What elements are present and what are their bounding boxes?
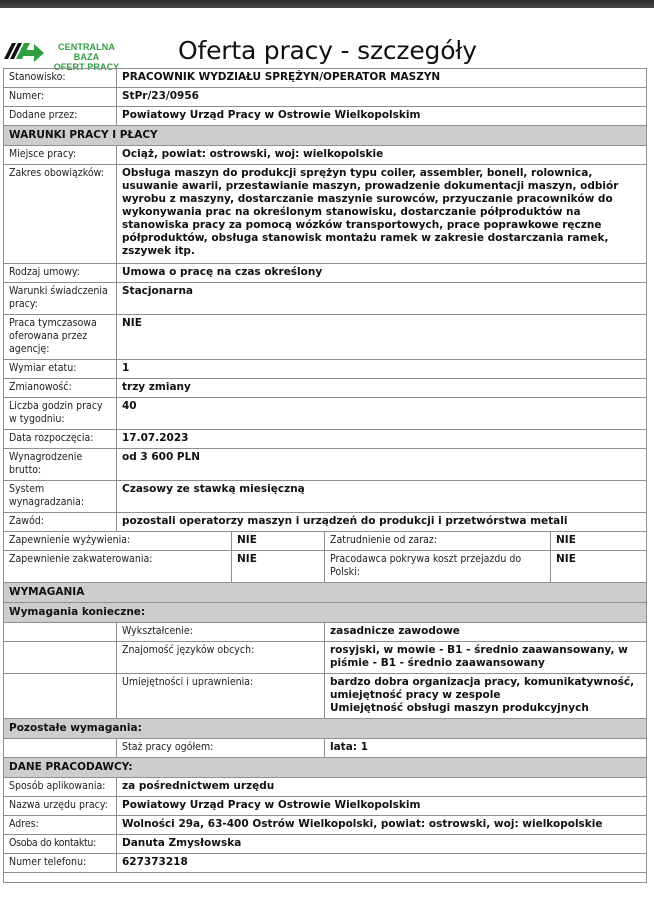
value [325, 674, 647, 719]
value: rosyjski, w mowie - B1 - średnio zaawansowany, w piśmie - B1 - średnio zaawansowany [325, 642, 647, 674]
label: Pracodawca pokrywa koszt przejazdu do Polski: [325, 551, 551, 583]
value: Danuta Zmysłowska [117, 835, 647, 854]
label: Adres: [4, 816, 117, 835]
value: 17.07.2023 [117, 430, 647, 449]
page-header [0, 36, 654, 72]
section-heading: DANE PRACODAWCY: [4, 758, 647, 778]
row-numer-telefonu [4, 854, 647, 873]
value-position: PRACOWNIK WYDZIAŁU SPRĘŻYN/OPERATOR MASZYN [117, 69, 647, 88]
label: Wymiar etatu: [4, 360, 117, 379]
row-zawod [4, 513, 647, 532]
value-offer-number: StPr/23/0956 [117, 88, 647, 107]
value: za pośrednictwem urzędu [117, 778, 647, 797]
label: Numer telefonu: [4, 854, 117, 873]
value: NIE [551, 551, 647, 583]
label: Stanowisko: [4, 69, 117, 88]
label: Staż pracy ogółem: [117, 739, 325, 758]
row-jezyki [4, 642, 647, 674]
value: Wolności 29a, 63-400 Ostrów Wielkopolski, powiat: ostrowski, woj: wielkopolskie [117, 816, 647, 835]
label: Sposób aplikowania: [4, 778, 117, 797]
row-staz-pracy [4, 739, 647, 758]
value: NIE [232, 551, 325, 583]
value-phone: 627373218 [117, 854, 647, 873]
subsection-heading: Wymagania konieczne: [4, 603, 647, 623]
row-sposob-aplikowania [4, 778, 647, 797]
row-numer [4, 88, 647, 107]
label: Zatrudnienie od zaraz: [325, 532, 551, 551]
row-system-wynagradzania [4, 481, 647, 513]
label: Data rozpoczęcia: [4, 430, 117, 449]
label: Praca tymczasowa oferowana przez agencję: [4, 315, 117, 360]
value: Umowa o pracę na czas określony [117, 264, 647, 283]
row-umiejetnosci [4, 674, 647, 719]
row-zmianowosc [4, 379, 647, 398]
row-warunki-swiadczenia [4, 283, 647, 315]
value: Czasowy ze stawką miesięczną [117, 481, 647, 513]
section-heading: WARUNKI PRACY I PŁACY [4, 126, 647, 146]
section-heading: WYMAGANIA [4, 583, 647, 603]
section-dane-pracodawcy [4, 758, 647, 778]
label: Zapewnienie wyżywienia: [4, 532, 232, 551]
value-line: bardzo dobra organizacja pracy, komunikatywność, umiejętność pracy w zespole [330, 676, 635, 701]
offer-details-table [3, 68, 647, 883]
row-wymiar-etatu [4, 360, 647, 379]
section-warunki [4, 126, 647, 146]
value: trzy zmiany [117, 379, 647, 398]
label: Zawód: [4, 513, 117, 532]
row-liczba-godzin [4, 398, 647, 430]
logo-line-1: CENTRALNA BAZA [58, 42, 115, 62]
value: Obsługa maszyn do produkcji sprężyn typu coiler, assembler, bonell, rolownica, usuwanie awarii, przestawianie maszyn, prowadzenie dokumentacji maszyn, odbiór wyrobu z maszyny, dostarczanie maszynie surowców, przyuczanie pracowników do wykonywania prac na określonym stanowisku, dostarczanie półproduktów na stanowiska pracy za pomocą wózków transportowych, prace poprawkowe ręczne półproduktów, obsługa stanowisk montażu ramek w zakresie dostarczania ramek, zszywek itp. [117, 165, 647, 264]
row-wynagrodzenie [4, 449, 647, 481]
value: 1 [117, 360, 647, 379]
spacer-cell [4, 623, 117, 642]
arrow-logo-icon [4, 39, 46, 63]
value: Powiatowy Urząd Pracy w Ostrowie Wielkopolskim [117, 797, 647, 816]
row-cut-off [4, 873, 647, 883]
label: Zapewnienie zakwaterowania: [4, 551, 232, 583]
row-miejsce-pracy [4, 146, 647, 165]
page-title: Oferta pracy - szczegóły [178, 36, 477, 65]
row-praca-tymczasowa [4, 315, 647, 360]
spacer-cell [4, 674, 117, 719]
value-line: Umiejętność obsługi maszyn produkcyjnych [330, 702, 589, 714]
label: Warunki świadczenia pracy: [4, 283, 117, 315]
label: Dodane przez: [4, 107, 117, 126]
row-dodane [4, 107, 647, 126]
subsection-wymagania-konieczne [4, 603, 647, 623]
row-nazwa-urzedu [4, 797, 647, 816]
value: Stacjonarna [117, 283, 647, 315]
value: Ociąż, powiat: ostrowski, woj: wielkopolskie [117, 146, 647, 165]
row-zakres-obowiazkow [4, 165, 647, 264]
label: Zakres obowiązków: [4, 165, 117, 264]
label: Numer: [4, 88, 117, 107]
label: Zmianowość: [4, 379, 117, 398]
row-extras-1 [4, 532, 647, 551]
row-rodzaj-umowy [4, 264, 647, 283]
row-extras-2 [4, 551, 647, 583]
spacer-cell [4, 739, 117, 758]
label: Miejsce pracy: [4, 146, 117, 165]
label: Osoba do kontaktu: [4, 835, 117, 854]
value: NIE [117, 315, 647, 360]
label: Wynagrodzenie brutto: [4, 449, 117, 481]
subsection-pozostale-wymagania [4, 719, 647, 739]
label: Wykształcenie: [117, 623, 325, 642]
row-adres [4, 816, 647, 835]
label: System wynagradzania: [4, 481, 117, 513]
value: lata: 1 [325, 739, 647, 758]
value: zasadnicze zawodowe [325, 623, 647, 642]
row-wyksztalcenie [4, 623, 647, 642]
label: Nazwa urzędu pracy: [4, 797, 117, 816]
value: NIE [551, 532, 647, 551]
subsection-heading: Pozostałe wymagania: [4, 719, 647, 739]
section-wymagania [4, 583, 647, 603]
value: pozostali operatorzy maszyn i urządzeń do produkcji i przetwórstwa metali [117, 513, 647, 532]
value: od 3 600 PLN [117, 449, 647, 481]
logo-line-2: OFERT PRACY [53, 62, 120, 72]
empty-cell [4, 873, 647, 883]
value: 40 [117, 398, 647, 430]
label: Znajomość języków obcych: [117, 642, 325, 674]
row-osoba-kontaktowa [4, 835, 647, 854]
row-stanowisko [4, 69, 647, 88]
label: Rodzaj umowy: [4, 264, 117, 283]
row-data-rozpoczecia [4, 430, 647, 449]
label: Liczba godzin pracy w tygodniu: [4, 398, 117, 430]
value-added-by: Powiatowy Urząd Pracy w Ostrowie Wielkopolskim [117, 107, 647, 126]
spacer-cell [4, 642, 117, 674]
label: Umiejętności i uprawnienia: [117, 674, 325, 719]
value: NIE [232, 532, 325, 551]
cbop-logo [4, 39, 126, 72]
window-top-bar [0, 0, 654, 8]
